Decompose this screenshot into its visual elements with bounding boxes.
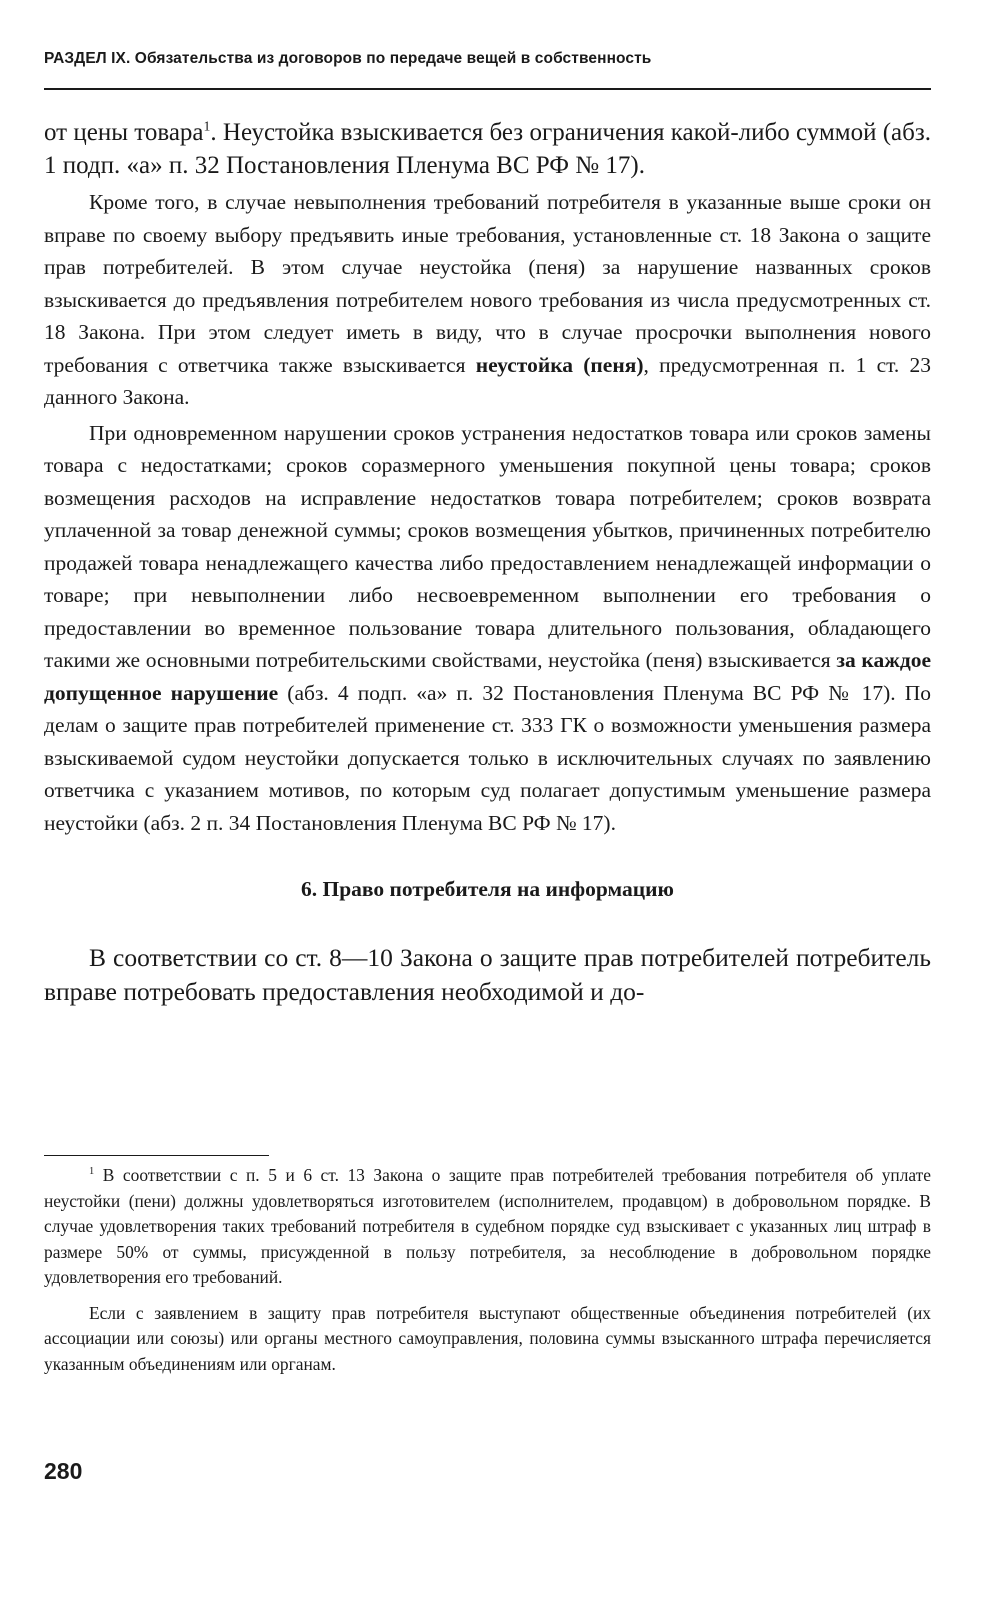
p1-text: от цены товара (44, 119, 204, 146)
main-text (44, 116, 931, 1009)
footnote-mark-1: 1 (89, 1166, 95, 1178)
footnote-rule (44, 1155, 269, 1156)
p2-after: , предусмотренная п. 1 ст. 23 данного Закона. (44, 352, 931, 409)
running-header: РАЗДЕЛ IX. Обязательства из договоров по передаче вещей в собственность (44, 50, 652, 67)
footnote-1-text: В соответствии с п. 5 и 6 ст. 13 Закона о защите прав потребителей требования потребителя об уплате неустойки (пени) должны удовлетворяться изготовителем (исполнителем, продавцом) в добровольном порядке. В случае удовлетворения таких требований потребителя в судебном порядке суд взыскивает с указанных лиц штраф в размере 50% от суммы, присужденной в пользу потребителя, за несоблюдение в добровольном порядке удовлетворения его требований. (44, 1165, 931, 1287)
footnote-ref-1: 1 (203, 118, 211, 134)
book-page (44, 0, 931, 1600)
footnotes (44, 1163, 931, 1377)
section-heading: 6. Право потребителя на информацию (300, 877, 674, 901)
paragraph-3 (44, 417, 931, 840)
paragraph-2 (44, 186, 931, 414)
paragraph-continuation (44, 116, 931, 182)
footnote-1-continuation: Если с заявлением в защиту прав потребителя выступают общественные объединения потребителей (их ассоциации или союзы) или органы местного самоуправления, половина суммы взысканного штрафа перечисляется указанным объединениям или органам. (44, 1302, 931, 1374)
page-number: 280 (44, 1458, 83, 1484)
paragraph-4: В соответствии со ст. 8—10 Закона о защите прав потребителей потребитель вправе потребовать предоставления необходимой и до- (44, 943, 931, 1006)
p3-bold-term: за каждое допущенное нарушение (44, 648, 931, 705)
header-rule (44, 88, 931, 90)
p3-before: При одновременном нарушении сроков устранения недостатков товара или сроков замены товара с недостатками; сроков соразмерного уменьшения покупной цены товара; сроков возмещения расходов на исправление недостатков товара потребителем; сроков возврата уплаченной за товар денежной суммы; сроков возмещения убытков, причиненных потребителю продажей товара ненадлежащего качества либо предоставлением ненадлежащей информации о товаре; при невыполнении либо несвоевременном выполнении его требования о предоставлении во временное пользование товара длительного пользования, обладающего такими же основными потребительскими свойствами, неустойка (пеня) взыскивается (44, 420, 931, 672)
footnote-1 (44, 1163, 931, 1291)
p1-rest: . Неустойка взыскивается без ограничения какой-либо суммой (абз. 1 подп. «а» п. 32 Постановления Пленума ВС РФ № 17). (44, 119, 932, 179)
p3-after: (абз. 4 подп. «а» п. 32 Постановления Пленума ВС РФ № 17). По делам о защите прав потребителей применение ст. 333 ГК о возможности уменьшения размера взыскиваемой судом неустойки допускается только в исключительных случаях по заявлению ответчика с указанием мотивов, по которым суд полагает допустимым уменьшение размера неустойки (абз. 2 п. 34 Постановления Пленума ВС РФ № 17). (44, 680, 931, 835)
p2-bold-term: неустойка (пеня) (475, 352, 644, 377)
p2-before: Кроме того, в случае невыполнения требований потребителя в указанные выше сроки он вправе по своему выбору предъявить иные требования, установленные ст. 18 Закона о защите прав потребителей. В этом случае неустойка (пеня) за нарушение названных сроков взыскивается до предъявления потребителем нового требования из числа предусмотренных ст. 18 Закона. При этом следует иметь в виду, что в случае просрочки выполнения нового требования с ответчика также взыскивается (44, 190, 931, 377)
